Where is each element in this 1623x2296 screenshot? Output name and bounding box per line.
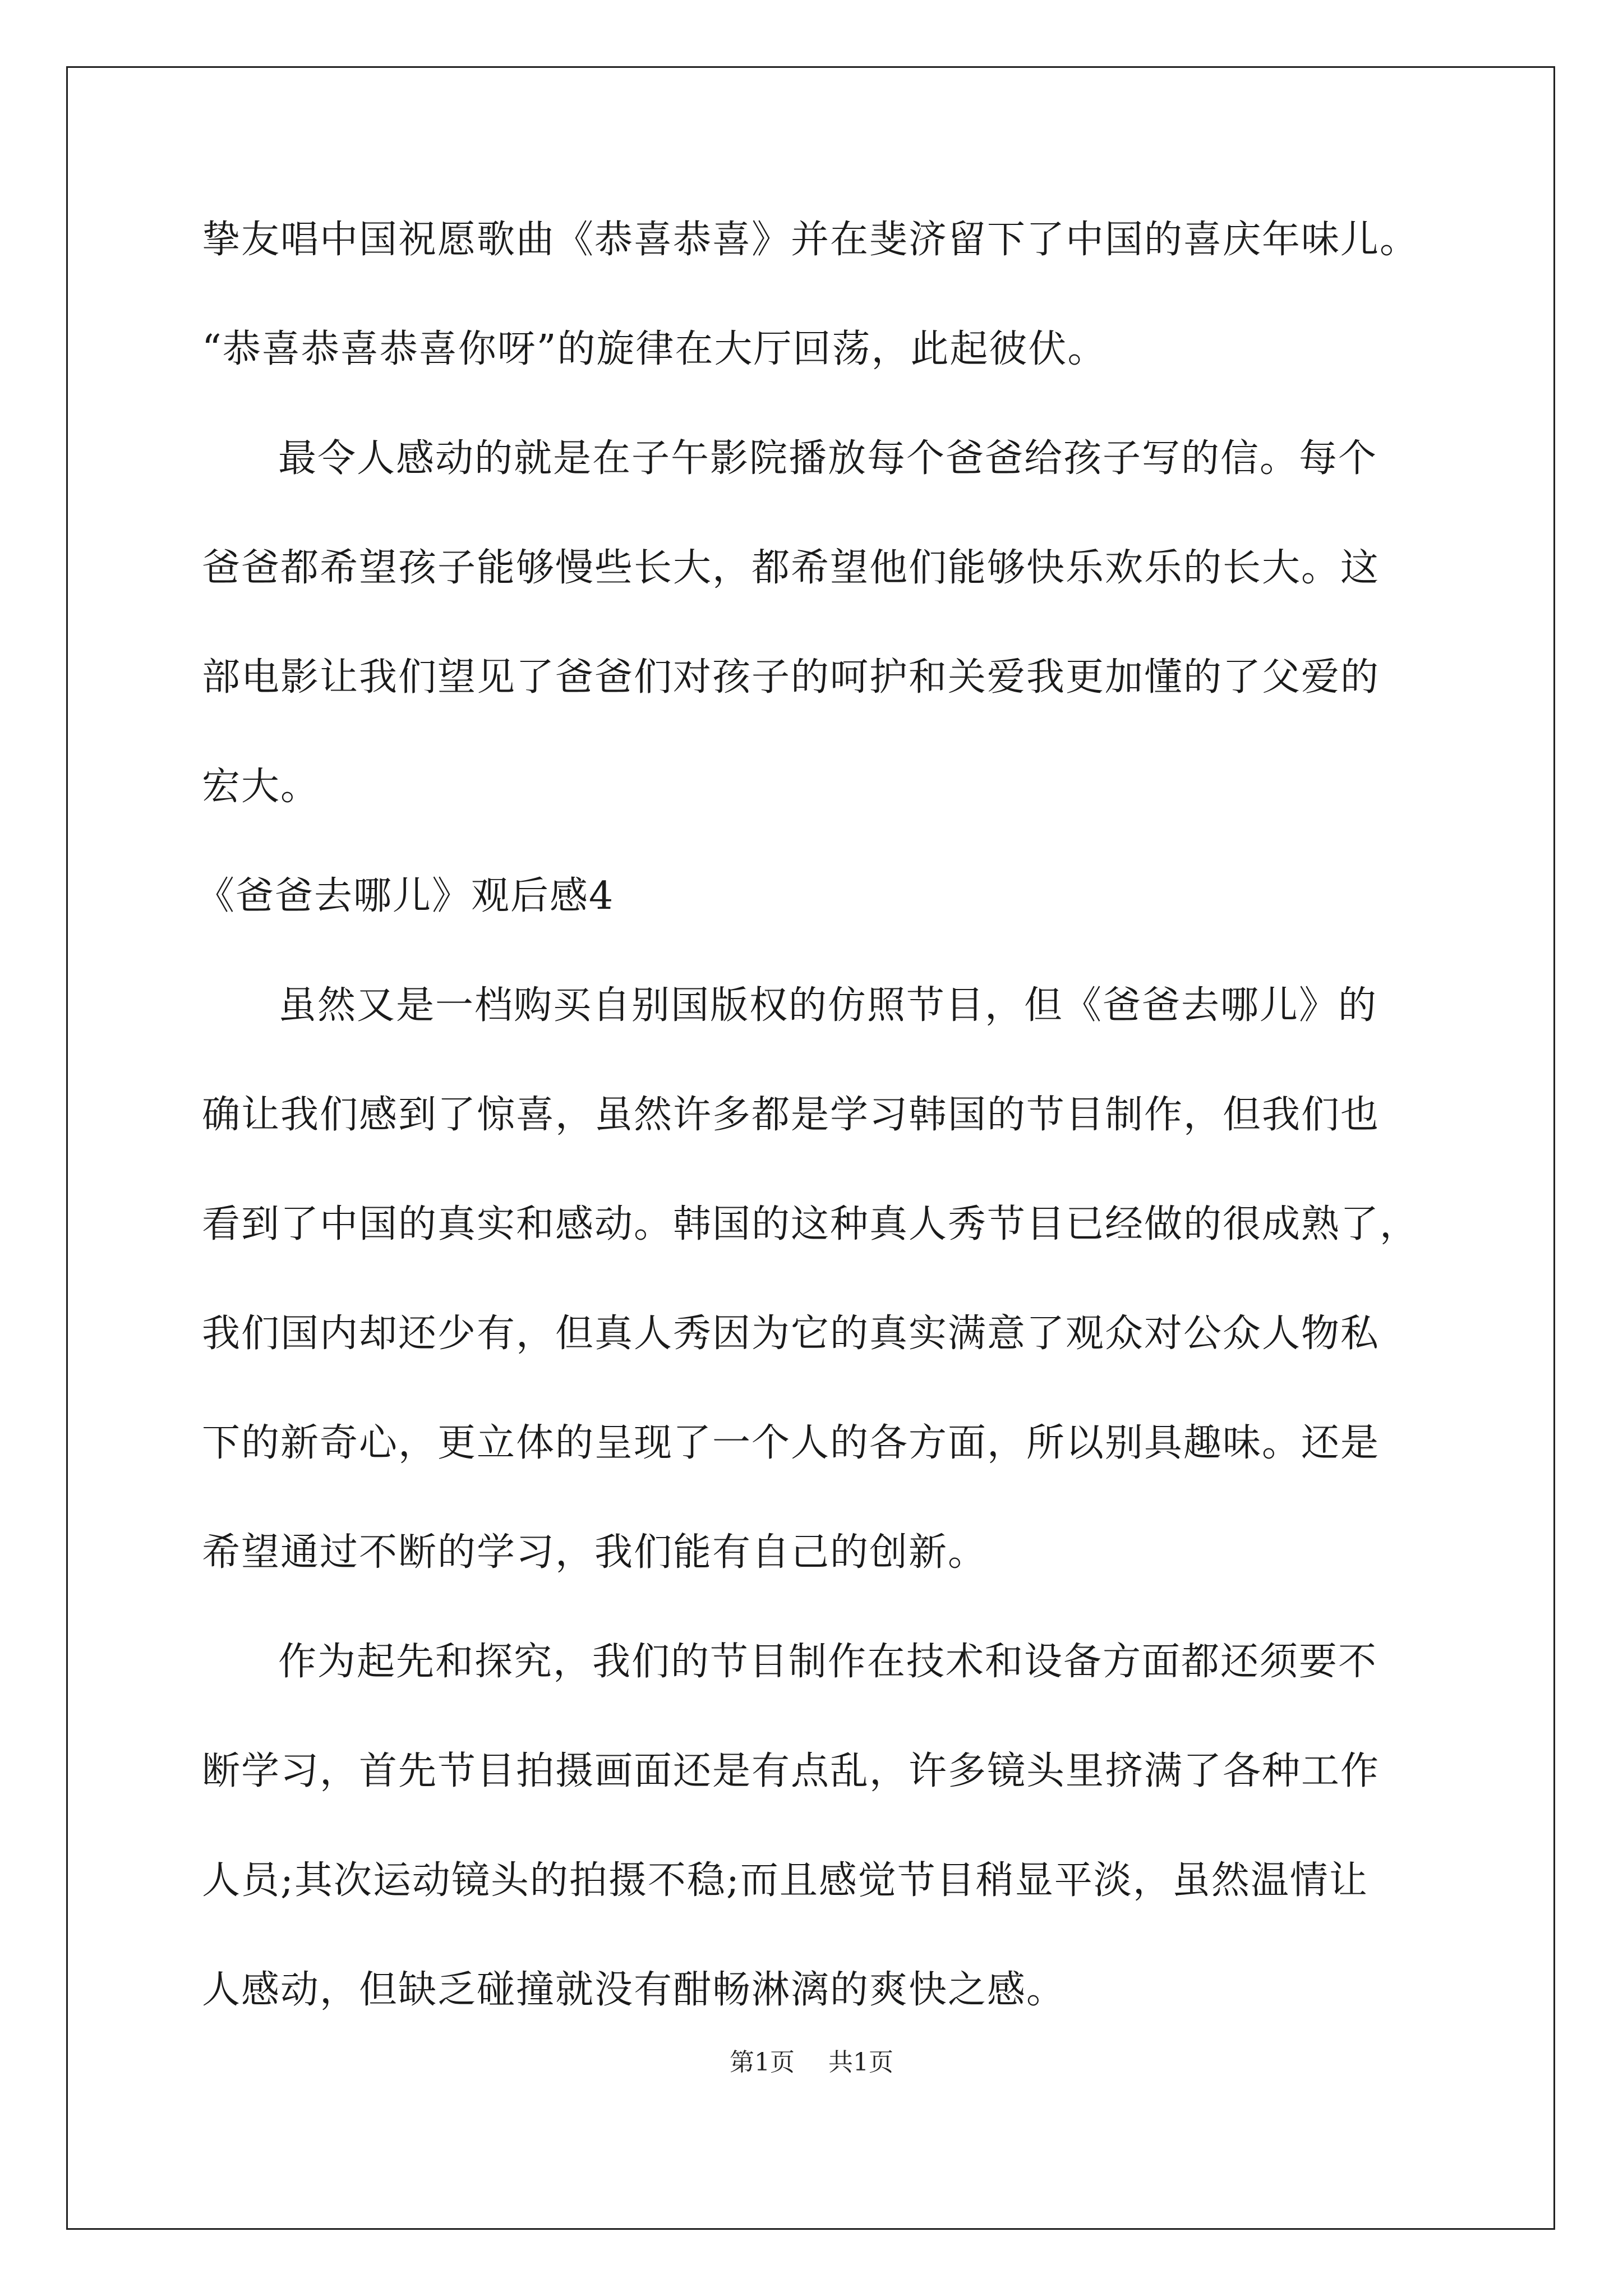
section-heading: 《爸爸去哪儿》观后感4 [196,874,615,918]
text-line: 爸爸都希望孩子能够慢些长大，都希望他们能够快乐欢乐的长大。这 [202,546,1380,590]
page-footer [0,2042,1623,2078]
text-line: 部电影让我们望见了爸爸们对孩子的呵护和关爱我更加懂的了父爱的 [202,655,1380,700]
text-line: 人员;其次运动镜头的拍摄不稳;而且感觉节目稍显平淡，虽然温情让 [202,1858,1368,1903]
text-line: 挚友唱中国祝愿歌曲《恭喜恭喜》并在斐济留下了中国的喜庆年味儿。 [202,218,1419,262]
page-number: 第1页 [730,2048,795,2077]
text-line: “恭喜恭喜恭喜你呀”的旋律在大厅回荡，此起彼伏。 [202,327,1107,371]
text-line: 确让我们感到了惊喜，虽然许多都是学习韩国的节目制作，但我们也 [202,1093,1380,1137]
paragraph-start-line: 虽然又是一档购买自别国版权的仿照节目，但《爸爸去哪儿》的 [278,983,1378,1028]
total-pages: 共1页 [828,2048,893,2077]
paragraph-start-line: 最令人感动的就是在子午影院播放每个爸爸给孩子写的信。每个 [278,436,1378,481]
text-line: 希望通过不断的学习，我们能有自己的创新。 [202,1530,988,1575]
text-line: 人感动，但缺乏碰撞就没有酣畅淋漓的爽快之感。 [202,1968,1066,2012]
text-line: 下的新奇心，更立体的呈现了一个人的各方面，所以别具趣味。还是 [202,1421,1380,1465]
text-line: 宏大。 [202,765,320,809]
text-line: 断学习，首先节目拍摄画面还是有点乱，许多镜头里挤满了各种工作 [202,1749,1380,1793]
paragraph-start-line: 作为起先和探究，我们的节目制作在技术和设备方面都还须要不 [278,1640,1378,1684]
text-line: 我们国内却还少有，但真人秀因为它的真实满意了观众对公众人物私 [202,1312,1380,1356]
document-body [196,185,1436,2045]
text-line: 看到了中国的真实和感动。韩国的这种真人秀节目已经做的很成熟了， [202,1202,1419,1246]
